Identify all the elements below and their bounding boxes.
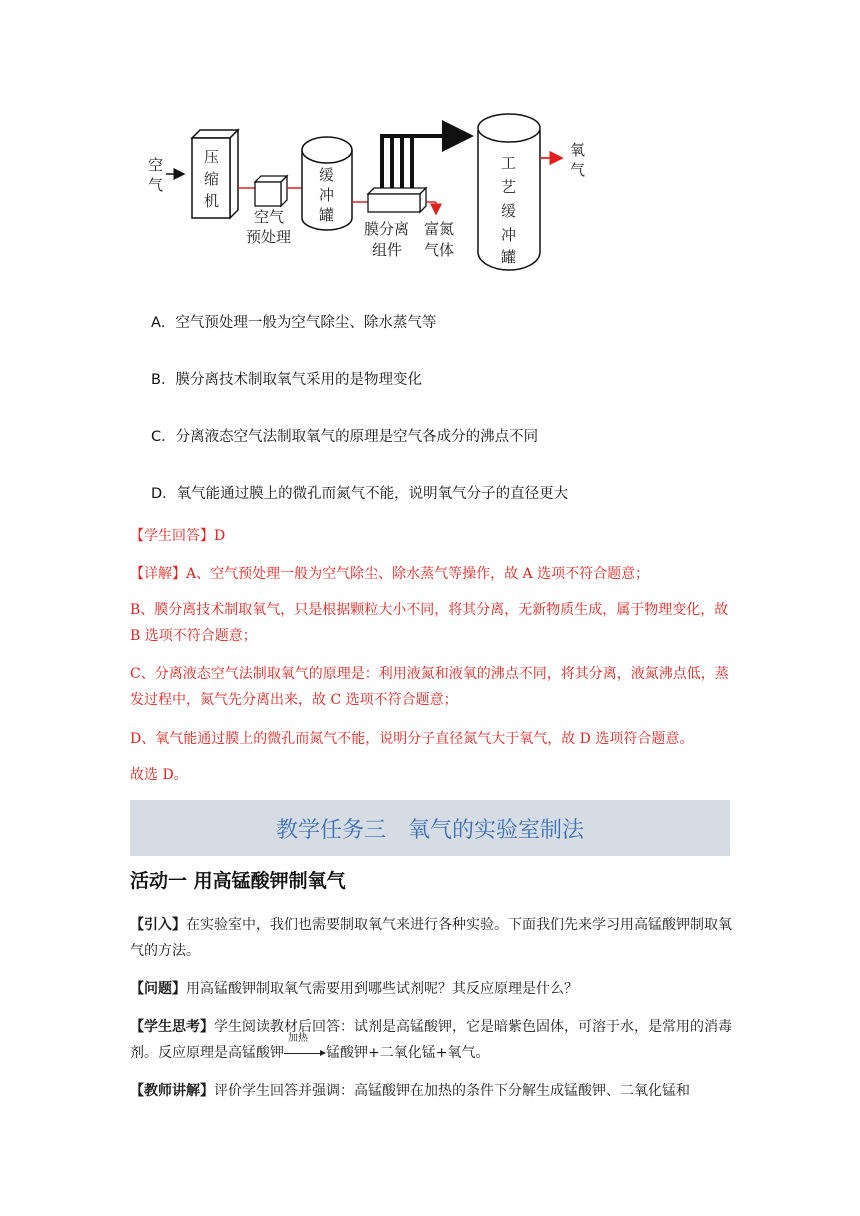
- question-paragraph: [130, 976, 732, 1002]
- intro-paragraph: [130, 912, 732, 964]
- section-banner: 教学任务三 氧气的实验室制法: [130, 800, 730, 856]
- student-answer: [130, 523, 732, 549]
- student-answer-label: 【学生回答】: [130, 528, 214, 544]
- question-label: 【问题】: [130, 981, 186, 997]
- think-label: 【学生思考】: [130, 1019, 214, 1035]
- svg-text:工: 工: [501, 154, 517, 172]
- svg-text:缓: 缓: [319, 166, 335, 184]
- detail-a-text: A、空气预处理一般为空气除尘、除水蒸气等操作，故 A 选项不符合题意；: [186, 566, 650, 582]
- svg-text:艺: 艺: [501, 178, 517, 196]
- detail-label: 【详解】: [130, 566, 186, 582]
- svg-text:富氮: 富氮: [424, 220, 455, 238]
- teacher-paragraph: [130, 1078, 732, 1104]
- svg-text:缩: 缩: [204, 170, 220, 188]
- svg-text:机: 机: [204, 192, 220, 210]
- svg-text:预处理: 预处理: [246, 228, 292, 246]
- svg-text:组件: 组件: [372, 241, 403, 259]
- svg-text:压: 压: [204, 148, 220, 166]
- svg-text:气体: 气体: [424, 241, 455, 259]
- air-label: 空: [148, 156, 164, 174]
- conclusion: 故选 D。: [130, 767, 188, 783]
- option-d: D．氧气能通过膜上的微孔而氮气不能，说明氧气分子的直径更大: [151, 486, 569, 502]
- reaction-condition: 加热: [288, 1033, 308, 1044]
- compressor-box: [192, 130, 238, 218]
- option-b: B．膜分离技术制取氧气采用的是物理变化: [151, 372, 422, 388]
- intro-text: 在实验室中，我们也需要制取氧气来进行各种实验。下面我们先来学习用高锰酸钾制取氧气的方法。: [130, 917, 732, 959]
- svg-text:冲: 冲: [319, 186, 335, 204]
- pretreatment-box: [246, 176, 291, 246]
- think-text-2: 锰酸钾+二氧化锰+氧气。: [326, 1045, 490, 1061]
- option-a: A．空气预处理一般为空气除尘、除水蒸气等: [151, 315, 437, 331]
- buffer-tank: [302, 137, 352, 230]
- svg-text:空气: 空气: [254, 208, 285, 226]
- svg-text:罐: 罐: [501, 248, 517, 266]
- teacher-label: 【教师讲解】: [130, 1083, 214, 1099]
- process-diagram: [140, 110, 600, 280]
- reaction-arrow: [284, 1033, 326, 1061]
- student-answer-value: D: [214, 528, 226, 544]
- think-text-1: 学生阅读教材后回答：试剂是高锰酸钾，它是暗紫色固体，可溶于水，是常用的消毒剂。反应原理是高锰酸钾: [130, 1019, 732, 1061]
- svg-text:膜分离: 膜分离: [364, 220, 410, 238]
- detail-d: D、氧气能通过膜上的微孔而氮气不能，说明分子直径氮气大于氧气，故 D 选项符合题意。: [130, 731, 694, 747]
- detail-c: C、分离液态空气法制取氧气的原理是：利用液氮和液氧的沸点不同，将其分离，液氮沸点低，蒸发过程中，氮气先分离出来，故 C 选项不符合题意；: [130, 666, 729, 708]
- svg-text:罐: 罐: [319, 206, 335, 224]
- detail-b: B、膜分离技术制取氧气，只是根据颗粒大小不同，将其分离，无新物质生成，属于物理变化，故 B 选项不符合题意；: [130, 602, 729, 644]
- membrane-module: [364, 136, 470, 259]
- svg-text:气: 气: [148, 176, 164, 194]
- activity-heading: 活动一 用高锰酸钾制氧气: [130, 870, 346, 892]
- option-c: C．分离液态空气法制取氧气的原理是空气各成分的沸点不同: [151, 429, 539, 445]
- oxygen-label: 氧: [570, 141, 586, 159]
- process-buffer-tank: [478, 114, 540, 270]
- svg-text:气: 气: [570, 161, 586, 179]
- teacher-text: 评价学生回答并强调：高锰酸钾在加热的条件下分解生成锰酸钾、二氧化锰和: [214, 1083, 690, 1099]
- detail-a: [130, 561, 732, 587]
- svg-text:冲: 冲: [501, 226, 517, 244]
- svg-text:缓: 缓: [501, 202, 517, 220]
- think-paragraph: [130, 1014, 732, 1066]
- question-text: 用高锰酸钾制取氧气需要用到哪些试剂呢？其反应原理是什么？: [186, 981, 578, 997]
- intro-label: 【引入】: [130, 917, 186, 933]
